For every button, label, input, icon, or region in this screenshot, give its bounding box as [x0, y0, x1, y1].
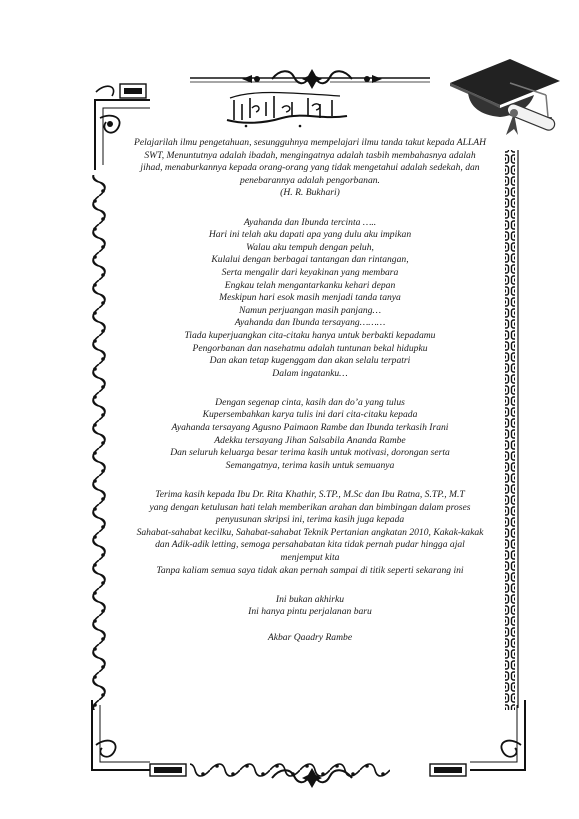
dedication-line: Adekku tersayang Jihan Salsabila Ananda Rambe [214, 434, 406, 446]
thanks-line: yang dengan ketulusan hati telah memberikan arahan dan bimbingan dalam proses [149, 501, 471, 513]
dedication-line: Dan seluruh keluarga besar terima kasih untuk motivasi, dorongan serta [170, 447, 450, 459]
thanks-line: Sahabat-sahabat kecilku, Sahabat-sahabat Teknik Pertanian angkatan 2010, Kakak-kakak [136, 526, 484, 538]
thanks-line: dan Adik-adik letting, semoga persahabatan kita tidak pernah pudar hingga ajal [155, 539, 465, 551]
corner-ornament-bottom-right [430, 700, 525, 776]
poem-line: Ayahanda dan Ibunda tercinta ….. [243, 216, 377, 228]
graduation-cap-icon [448, 55, 563, 137]
quote-line: Pelajarilah ilmu pengetahuan, sesungguhnya mempelajari ilmu tanda takut kepada ALLAH [133, 137, 487, 148]
thanks-line: Terima kasih kepada Ibu Dr. Rita Khathir, S.TP., M.Sc dan Ibu Ratna, S.TP., M.T [155, 489, 465, 501]
poem-line: Meskipun hari esok masih menjadi tanda tanya [219, 292, 401, 304]
poem-line: Engkau telah mengantarkanku kehari depan [224, 279, 396, 291]
thanks-line: menjemput kita [280, 552, 340, 563]
poem-line: Ayahanda dan Ibunda tersayang……… [234, 317, 386, 329]
calligraphy-basmalah-icon [222, 90, 352, 130]
poem-line: Pengorbanan dan nasehatmu adalah tuntunan bekal hidupku [192, 342, 428, 354]
dedication-line: Ayahanda tersayang Agusno Paimaon Rambe dan Ibunda terkasih Irani [171, 422, 449, 434]
left-vine-border [86, 175, 108, 710]
poem-line: Namun perjuangan masih panjang… [238, 304, 382, 316]
closing-line: Ini bukan akhirku [275, 593, 345, 605]
thanks-line: penyusunan skripsi ini, terima kasih juga kepada [215, 514, 405, 526]
dedication-line: Semangatnya, terima kasih untuk semuanya [225, 459, 395, 471]
poem-line: Dalam ingatanku… [272, 367, 348, 379]
poem-line: Serta mengalir dari keyakinan yang membara [221, 266, 399, 278]
poem-line: Walau aku tempuh dengan peluh, [246, 241, 374, 253]
dedication-line: Dengan segenap cinta, kasih dan do’a yang tulus [215, 396, 405, 408]
corner-ornament-bottom-left [92, 700, 186, 776]
quote-line: SWT, Menuntutnya adalah ibadah, mengingatnya adalah tasbih membahasnya adalah [144, 149, 476, 161]
author-name: Akbar Qaadry Rambe [267, 631, 353, 643]
poem-line: Tiada kuperjuangkan cita-citaku hanya untuk berbakti kepadamu [184, 329, 436, 341]
poem-line: Kulalui dengan berbagai tantangan dan rintangan, [211, 254, 409, 266]
quote-line: jihad, menaburkannya kepada orang-orang yang tidak mengetahui adalah sedekah, dan [140, 162, 480, 174]
top-center-ornament [242, 69, 382, 89]
quote-source: (H. R. Bukhari) [280, 187, 340, 199]
thanks-line: Tanpa kaliam semua saya tidak akan pernah sampai di titik seperti sekarang ini [156, 564, 464, 576]
poem-line: Dan akan tetap kugenggam dan akan selalu terpatri [209, 355, 411, 367]
quote-block [110, 137, 510, 644]
closing-line: Ini hanya pintu perjalanan baru [248, 606, 372, 618]
quote-line: penebarannya adalah pengorbanan. [240, 174, 380, 186]
dedication-line: Kupersembahkan karya tulis ini dari cita-citaku kepada [202, 409, 418, 421]
poem-line: Hari ini telah aku dapati apa yang dulu aku impikan [208, 229, 412, 241]
